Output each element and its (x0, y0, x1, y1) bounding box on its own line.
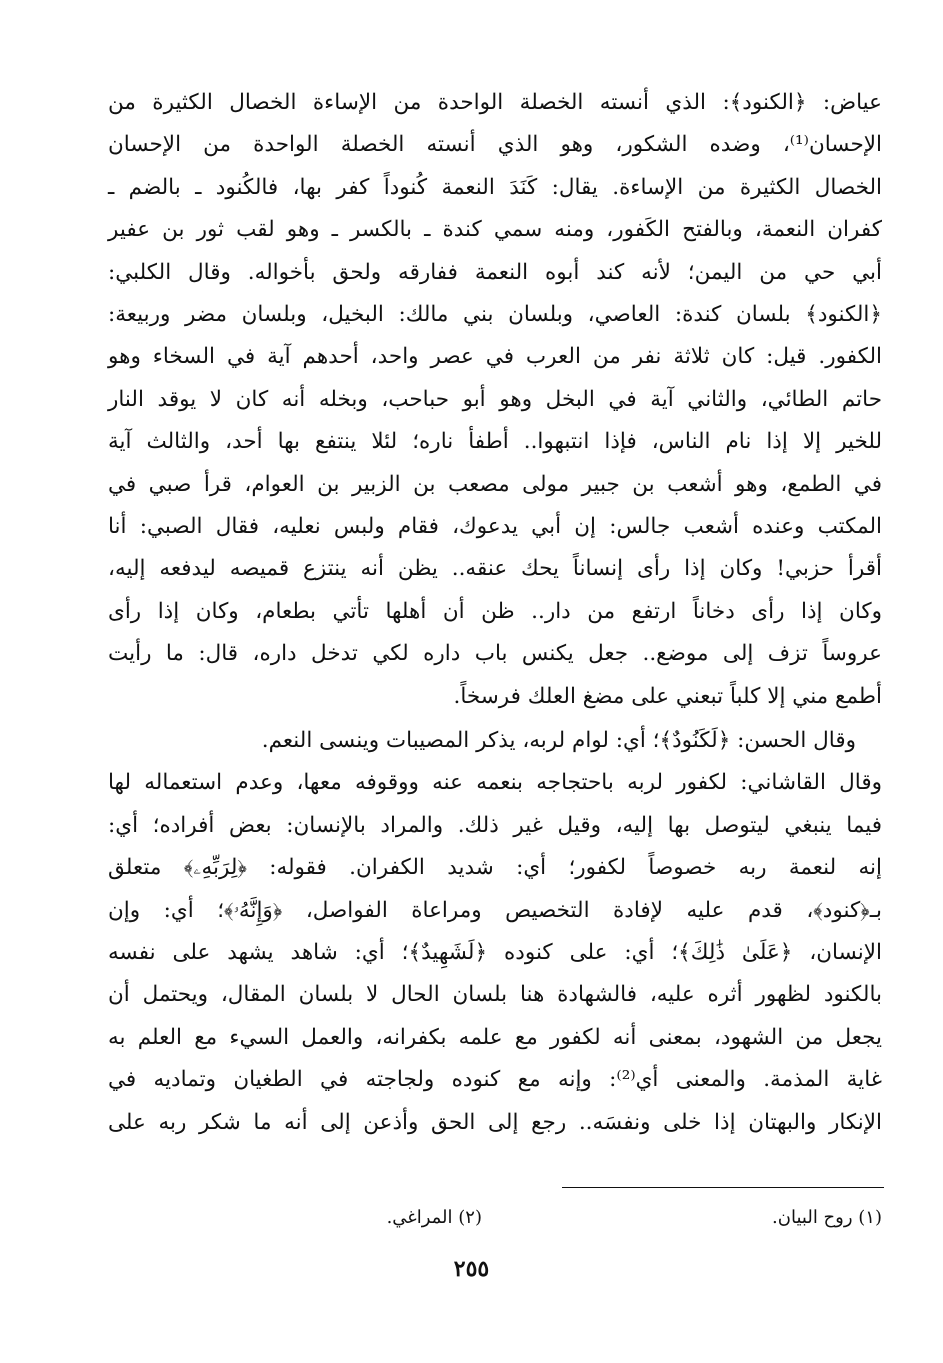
text-line: الإنسان، ﴿عَلَىٰ ذَٰلِكَ﴾؛ أي: على كنوده ﴿لَشَهِيدٌ﴾؛ أي: شاهد يشهد على نفسه (108, 940, 882, 966)
text-line: أقرأ حزبي! وكان إذا رأى إنساناً يحك عنقه.. يظن أنه ينتزع قميصه ليدفعه إليه، (108, 556, 882, 582)
text-line: الإنكار والبهتان إذا خلى ونفسَه.. رجع إلى الحق وأذعن إلى أنه ما شكر ربه على (108, 1109, 882, 1135)
text-line: في الطمع، وهو أشعب بن جبير مولى مصعب بن الزبير بن العوام، قرأ صبي في (108, 471, 882, 497)
text-line: عياض: ﴿الكنود﴾: الذي أنسته الخصلة الواحدة من الإساءة الخصال الكثيرة من (108, 90, 882, 115)
text-line: المكتب وعنده أشعب جالس: إن أبي يدعوك، فقام ولبس نعليه، فقال الصبي: أنا (108, 514, 882, 540)
text-line: حاتم الطائي، والثاني آية في البخل وهو أبو حباحب، وبخله أنه كان لا يوقد النار (108, 386, 882, 412)
text-line: الكفور. قيل: كان ثلاثة نفر من العرب في عصر واحد، أحدهم آية في السخاء وهو (108, 344, 882, 370)
text-line: غاية المذمة. والمعنى أي⁽²⁾: وإنه مع كنوده ولجاجته في الطغيان وتماديه في (108, 1067, 882, 1093)
text-line: وقال الحسن: ﴿لَكَنُودٌ﴾؛ أي: لوام لربه، يذكر المصيبات وينسى النعم. (261, 728, 856, 753)
text-line: للخير إلا إذا نام الناس، فإذا انتبهوا.. أطفأ ناره؛ لئلا ينتفع بها أحد، والثالث آية (108, 429, 882, 455)
footnote-1: (١) روح البيان. (772, 1207, 882, 1228)
text-line: عروساً تزف إلى موضع.. جعل يكنس باب داره لكي تدخل داره، قال: ما رأيت (108, 641, 882, 667)
paragraph-1 (108, 82, 882, 718)
page-number: ٢٥٥ (453, 1256, 490, 1282)
text-line: فيما ينبغي ليتوصل بها إليه، وقيل غير ذلك. والمراد بالإنسان: بعض أفراده؛ أي: (108, 812, 882, 838)
paragraph-2 (108, 720, 882, 1144)
text-line: الخصال الكثيرة من الإساءة. يقال: كَنَدَ النعمة كُنوداً كفر بها، فالكُنود ـ بالضم ـ (108, 174, 882, 200)
text-line: وقال القاشاني: لكفور لربه باحتجاجه بنعمه عنه ووقوفه معها، وعدم استعماله لها (108, 770, 882, 796)
footnote-divider (562, 1187, 884, 1188)
text-line: وكان إذا رأى دخاناً ارتفع من دار.. ظن أن أهلها تأتي بطعام، وكان إذا رأى (108, 598, 882, 624)
text-line: بـ﴿كنود﴾، قدم عليه لإفادة التخصيص ومراعاة الفواصل، ﴿وَإِنَّهُۥ﴾؛ أي: وإن (108, 897, 882, 923)
text-line: أطمع مني إلا كلباً تبعني على مضغ العلك فرسخاً. (453, 683, 882, 709)
text-line: كفران النعمة، وبالفتح الكَفور، ومنه سمي كندة ـ بالكسر ـ وهو لقب ثور بن عفير (108, 217, 882, 243)
text-line: أبي حي من اليمن؛ لأنه كند أبوه النعمة ففارقه ولحق بأخواله. وقال الكلبي: (108, 259, 882, 285)
text-line: يجعل من الشهود، بمعنى أنه لكفور مع علمه بكفرانه، والعمل السيء مع العلم به (108, 1024, 882, 1050)
text-line: إنه لنعمة ربه خصوصاً لكفور؛ أي: شديد الكفران. فقوله: ﴿لِرَبِّهِۦ﴾ متعلق (108, 855, 882, 881)
footnote-2: (٢) المراغي. (386, 1207, 482, 1228)
text-line: ﴿الكنود﴾ بلسان كندة: العاصي، وبلسان بني مالك: البخيل، وبلسان مضر وربيعة: (108, 302, 882, 328)
text-line: الإحسان⁽¹⁾، وضده الشكور، وهو الذي أنسته الخصلة الواحدة من الإحسان (108, 132, 882, 158)
text-line: بالكنود لظهور أثره عليه، فالشهادة هنا بلسان الحال لا بلسان المقال، ويحتمل أن (108, 982, 882, 1008)
